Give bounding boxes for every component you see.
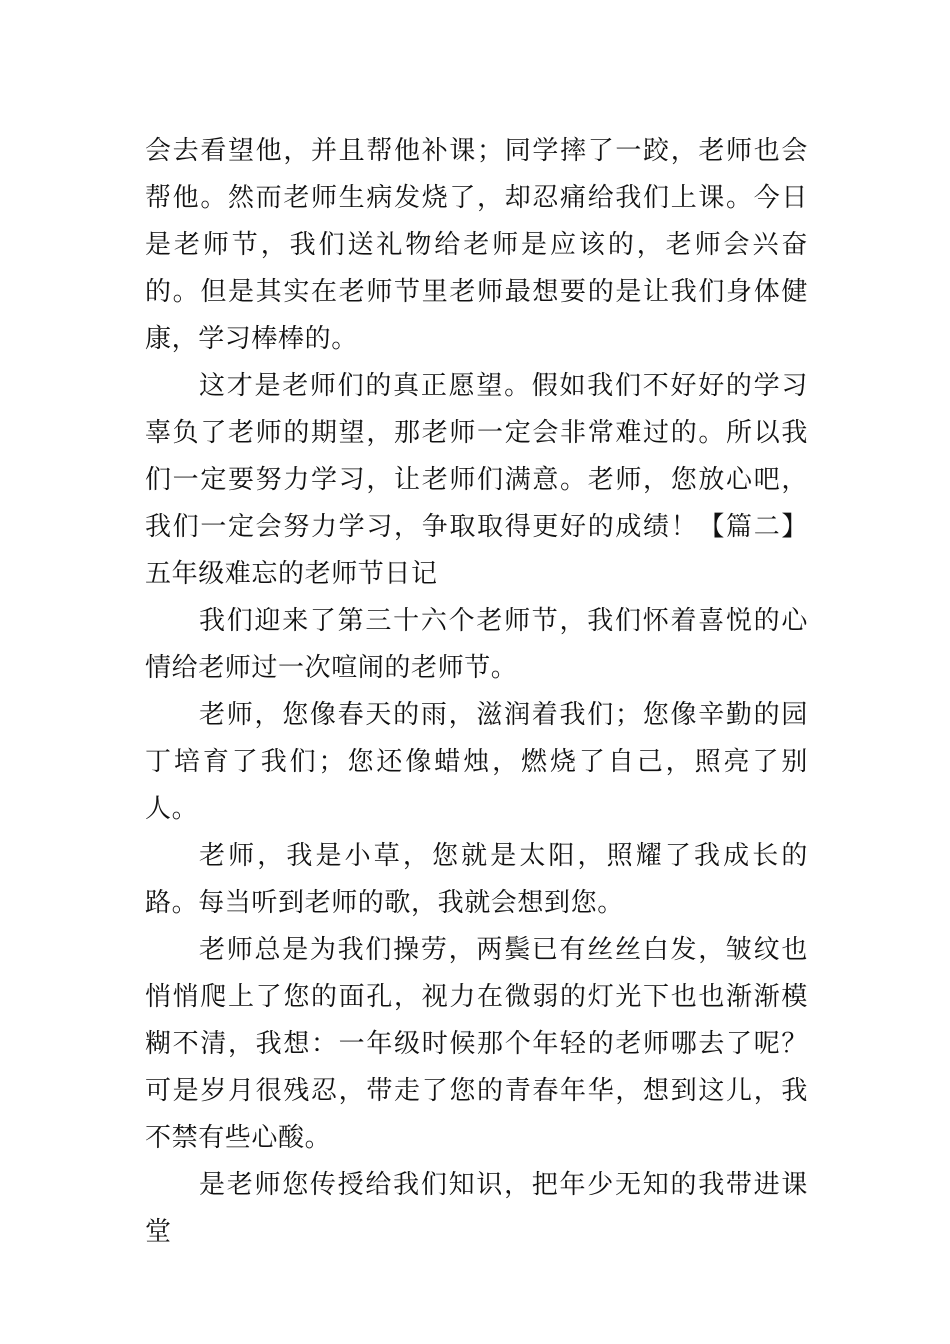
document-body [145,128,808,1256]
paragraph: 是老师您传授给我们知识，把年少无知的我带进课堂 [145,1170,808,1247]
paragraph: 我们迎来了第三十六个老师节，我们怀着喜悦的心情给老师过一次喧闹的老师节。 [145,606,808,683]
paragraph: 这才是老师们的真正愿望。假如我们不好好的学习辜负了老师的期望，那老师一定会非常难过的。所以我们一定要努力学习，让老师们满意。老师，您放心吧，我们一定会努力学习，争取取得更好的成绩！【篇二】五年级难忘的老师节日记 [145,371,808,589]
paragraph: 会去看望他，并且帮他补课；同学摔了一跤，老师也会帮他。然而老师生病发烧了，却忍痛给我们上课。今日是老师节，我们送礼物给老师是应该的，老师会兴奋的。但是其实在老师节里老师最想要的是让我们身体健康，学习棒棒的。 [145,136,808,354]
paragraph: 老师，我是小草，您就是太阳，照耀了我成长的路。每当听到老师的歌，我就会想到您。 [145,841,808,918]
paragraph: 老师总是为我们操劳，两鬓已有丝丝白发，皱纹也悄悄爬上了您的面孔，视力在微弱的灯光下也也渐渐模糊不清，我想：一年级时候那个年轻的老师哪去了呢？可是岁月很残忍，带走了您的青春年华，想到这儿，我不禁有些心酸。 [145,935,808,1153]
paragraph: 老师，您像春天的雨，滋润着我们；您像辛勤的园丁培育了我们；您还像蜡烛，燃烧了自己，照亮了别人。 [145,700,808,824]
